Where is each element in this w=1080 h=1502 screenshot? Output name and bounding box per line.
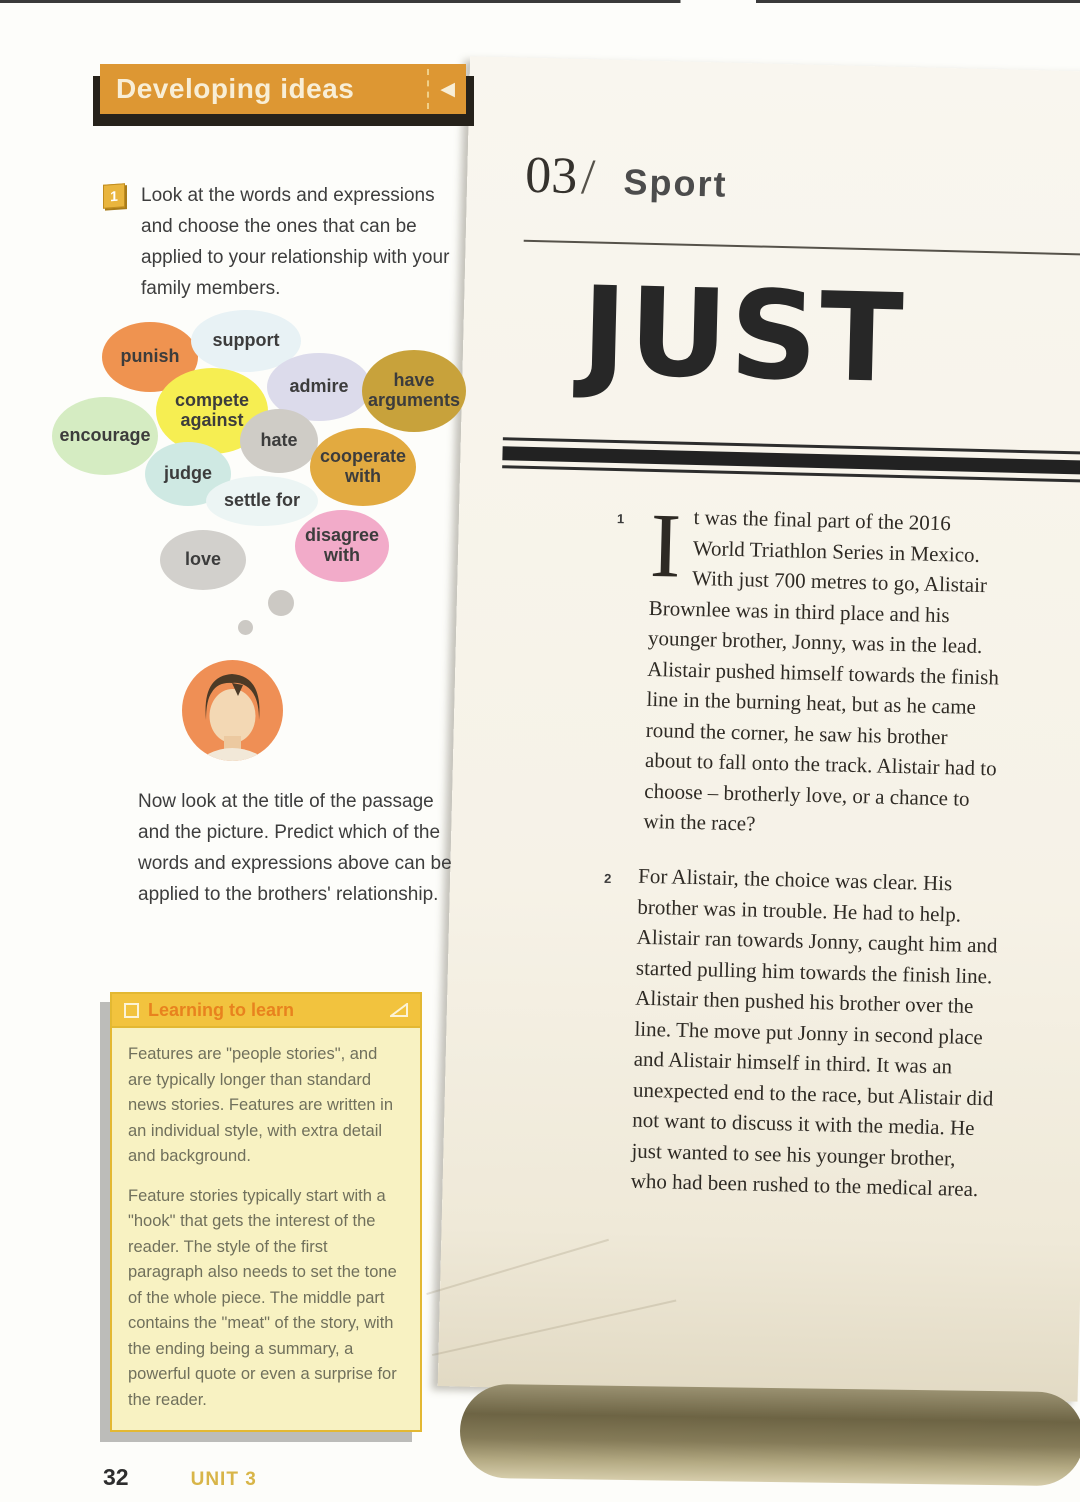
learning-box-paragraph: Feature stories typically start with a "hook" that gets the interest of the reader. The style of the first paragraph also needs to set the tone of the whole piece. The middle part contains the "meat" of the story, with the ending being a summary, a powerful quote or even a surprise for the reader.: [128, 1186, 397, 1409]
learning-box-body: [112, 1028, 420, 1441]
word-bubble-support: support: [191, 310, 301, 372]
word-bubble-judge: judge: [145, 442, 231, 506]
left-arrow-icon: ◀: [440, 78, 455, 100]
thinking-person-avatar: [182, 660, 283, 761]
predict-instruction: Now look at the title of the passage and the picture. Predict which of the words and expressions above can be applied to the brothers' relationship.: [138, 791, 452, 905]
word-bubble-admire: admire: [267, 353, 371, 421]
section-number: 03: [524, 146, 578, 206]
article-paragraph-2: [603, 861, 1000, 1205]
word-bubble-encourage: encourage: [52, 397, 158, 475]
word-bubble-disagree-with: disagree with: [295, 510, 389, 582]
thought-bubble-dot: [268, 590, 294, 616]
activity-instruction: Look at the words and expressions and choose the ones that can be applied to your relationship with your family members.: [141, 185, 450, 299]
newspaper-page: [438, 56, 1080, 1401]
word-bubble-have-arguments: have arguments: [362, 350, 466, 432]
page-footer: [103, 1464, 257, 1491]
section-slash: /: [580, 148, 596, 205]
rolled-newspaper-edge: [459, 1384, 1080, 1487]
word-bubble-compete-against: compete against: [156, 368, 268, 454]
word-bubble-punish: punish: [102, 322, 198, 392]
activity-1: [103, 180, 455, 304]
section-banner: [100, 64, 466, 114]
learning-box-paragraph: Features are "people stories", and are typically longer than standard news stories. Features are written in an individual style, with extra detail and background.: [128, 1045, 394, 1165]
thought-bubble-dot: [238, 620, 253, 635]
paper-fold-line: [426, 1239, 609, 1295]
learning-to-learn-box: [110, 992, 422, 1432]
paragraph-text: t was the final part of the 2016 World Triathlon Series in Mexico. With just 700 metres to go, Alistair Brownlee was in third place and his younger brother, Jonny, was in the lead. Alistair pushed himself towards the finish line in the burning heat, but as he came round the corner, he saw his brother about to fall onto the track. Alistair had to choose – brotherly love, or a chance to win the race?: [643, 504, 1000, 836]
learning-box-title: Learning to learn: [148, 999, 295, 1020]
paragraph-text: For Alistair, the choice was clear. His brother was in trouble. He had to help. Alistair ran towards Jonny, caught him and started pulling him towards the finish line. Alistair then pushed his brother over the line. The move put Jonny in second place and Alistair himself in third. It was an unexpected end to the race, but Alistair did not want to discuss it with the media. He just wanted to see his younger brother, who had been rushed to the medical area.: [630, 863, 998, 1202]
paragraph-number: 1: [616, 511, 625, 527]
paragraph-number: 2: [603, 870, 612, 887]
section-banner-title: Developing ideas: [116, 73, 355, 104]
paper-fold-line: [432, 1300, 676, 1356]
unit-label: UNIT 3: [190, 1469, 257, 1490]
activity-number-icon: [103, 183, 125, 209]
article-headline: JUST: [579, 260, 907, 411]
headline-rules: [502, 437, 1080, 483]
word-bubble-cooperate-with: cooperate with: [310, 428, 416, 506]
section-name: Sport: [623, 161, 729, 205]
page-number: 32: [103, 1464, 129, 1490]
word-bubble-settle-for: settle for: [206, 476, 318, 526]
word-bubble-hate: hate: [240, 409, 318, 473]
word-bubble-love: love: [160, 530, 246, 590]
section-underline: [524, 240, 1080, 256]
learning-box-header: [112, 994, 420, 1028]
newspaper-section-header: [525, 146, 729, 210]
person-face-icon: [182, 660, 283, 761]
article-paragraph-1: [616, 493, 1003, 845]
triangle-icon: [390, 1003, 408, 1017]
scan-edge-artifact: [0, 0, 1080, 3]
checkbox-icon: [124, 1003, 139, 1018]
activity-number: 1: [110, 187, 118, 205]
drop-cap: I: [649, 493, 683, 597]
